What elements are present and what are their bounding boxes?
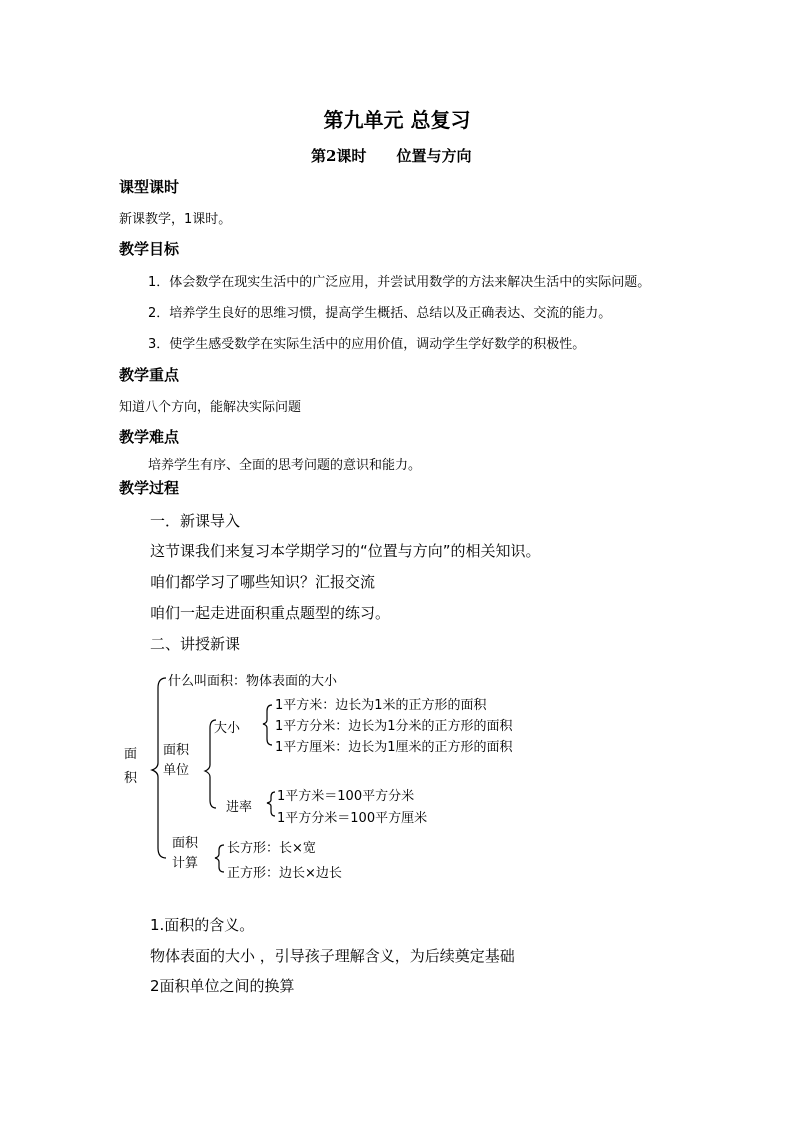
process-line-4: 咱们一起走进面积重点题型的练习。 bbox=[150, 604, 391, 622]
size-item-1: 1平方米：边长为1米的正方形的面积 bbox=[275, 698, 487, 713]
diagram-unit-label bbox=[163, 741, 189, 781]
size-brace bbox=[263, 705, 272, 745]
diagram-calc-label bbox=[172, 834, 198, 874]
size-item-3: 1平方厘米：边长为1厘米的正方形的面积 bbox=[275, 740, 513, 755]
heading-key-points: 教学重点 bbox=[119, 366, 180, 384]
process-line-1: 一．新课导入 bbox=[150, 512, 241, 530]
diagram-rate-label: 进率 bbox=[226, 800, 253, 815]
size-item-2: 1平方分米：边长为1分米的正方形的面积 bbox=[275, 719, 513, 734]
unit-label-line-2: 单位 bbox=[163, 763, 190, 778]
lesson-topic: 位置与方向 bbox=[396, 147, 472, 165]
heading-difficulty: 教学难点 bbox=[119, 428, 180, 446]
process-line-2: 这节课我们来复习本学期学习的“位置与方向”的相关知识。 bbox=[150, 542, 541, 560]
process-line-3: 咱们都学习了哪些知识？汇报交流 bbox=[150, 573, 376, 591]
diagram-definition: 什么叫面积：物体表面的大小 bbox=[168, 674, 338, 689]
key-points-text: 知道八个方向，能解决实际问题 bbox=[119, 400, 302, 415]
page-title: 第九单元 总复习 bbox=[323, 108, 471, 132]
calc-label-line-1: 面积 bbox=[172, 836, 199, 851]
lesson-number: 第2课时 bbox=[311, 147, 367, 165]
calc-brace bbox=[215, 845, 224, 872]
unit-label-line-1: 面积 bbox=[163, 743, 190, 758]
heading-goals: 教学目标 bbox=[119, 240, 180, 258]
root-char-1: 面 bbox=[124, 747, 138, 762]
calc-item-2: 正方形：边长×边长 bbox=[227, 866, 342, 881]
after-line-1: 1.面积的含义。 bbox=[150, 916, 255, 934]
calc-item-1: 长方形：长×宽 bbox=[227, 841, 316, 856]
rate-item-1: 1平方米＝100平方分米 bbox=[277, 789, 415, 804]
goal-item-3: 3．使学生感受数学在实际生活中的应用价值，调动学生学好数学的积极性。 bbox=[148, 337, 586, 352]
difficulty-text: 培养学生有序、全面的思考问题的意识和能力。 bbox=[148, 458, 422, 473]
process-line-5: 二、讲授新课 bbox=[150, 635, 241, 653]
heading-lesson-type: 课型课时 bbox=[119, 178, 180, 196]
goal-item-2: 2．培养学生良好的思维习惯，提高学生概括、总结以及正确表达、交流的能力。 bbox=[148, 306, 612, 321]
after-line-2: 物体表面的大小 ，引导孩子理解含义，为后续奠定基础 bbox=[150, 947, 515, 965]
diagram-root-label bbox=[124, 743, 137, 791]
lesson-type-text: 新课教学，1课时。 bbox=[119, 212, 232, 227]
after-line-3: 2面积单位之间的换算 bbox=[150, 977, 295, 995]
diagram-size-label: 大小 bbox=[214, 721, 241, 736]
heading-process: 教学过程 bbox=[119, 479, 180, 497]
calc-label-line-2: 计算 bbox=[172, 856, 199, 871]
rate-item-2: 1平方分米＝100平方厘米 bbox=[277, 811, 428, 826]
goal-item-1: 1．体会数学在现实生活中的广泛应用，并尝试用数学的方法来解决生活中的实际问题。 bbox=[148, 275, 651, 290]
rate-brace bbox=[267, 792, 275, 816]
root-char-2: 积 bbox=[124, 771, 138, 786]
